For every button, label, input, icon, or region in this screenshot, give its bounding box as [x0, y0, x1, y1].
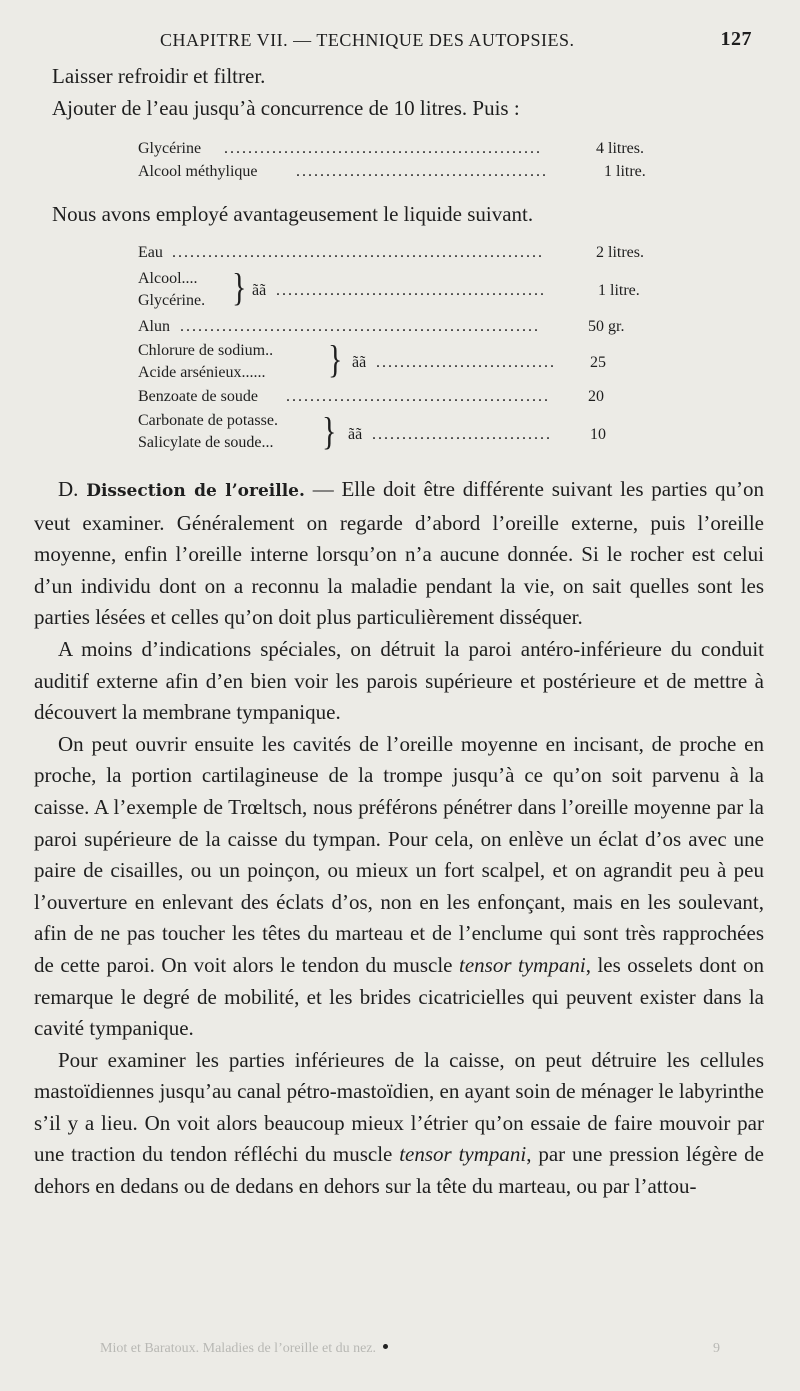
recipe-2: Eau .............................................................. 2 litres. Alcool.... Glycérine. } ãã ............................................. 1 litre. Alun ............................................................ 50 gr. Chlorure de sodium.. Acide arsénieux...... } ãã .............................. 25 Benzoate de soude ............................................ 20 Carbonate de potasse. Salicylate de soude... } ãã .............................. 10	[138, 244, 668, 454]
recipe-row: Alcool méthylique .......................................... 1 litre.	[138, 163, 646, 180]
recipe-row: Chlorure de sodium..	[138, 342, 274, 359]
brace: }	[322, 410, 337, 454]
recipe-row: Acide arsénieux......	[138, 364, 266, 381]
section-heading: Dissection de l’oreille.	[86, 481, 305, 501]
paragraph: A moins d’indications spéciales, on détruit la paroi antéro-inférieure du conduit auditif externe afin d’en bien voir les parois supérieure et postérieure et de mettre à découvert la membrane tympanique.	[34, 636, 764, 725]
recipe-row: Salicylate de soude...	[138, 434, 274, 451]
footer-signature: Miot et Baratoux. Maladies de l’oreille et du nez. 9	[100, 1341, 720, 1356]
recipe-row: Benzoate de soude ............................................ 20	[138, 388, 604, 405]
recipe-row: Carbonate de potasse.	[138, 412, 278, 429]
brace: }	[232, 266, 247, 310]
recipe-row: Glycérine ..................................................... 4 litres.	[138, 140, 644, 157]
paragraph: On peut ouvrir ensuite les cavités de l’oreille moyenne en incisant, de proche en proche, la portion cartilagineuse de la trompe jusqu’à ce qu’on soit parvenu à la caisse. A l’exemple de Trœltsch, nous préférons pénétrer dans l’oreille moyenne par la paroi supérieure de la caisse du tympan. Pour cela, on enlève un éclat d’os avec une paire de cisailles, ou un poinçon, ou mieux un fort scalpel, et on agrandit peu à peu l’ouverture en enlevant des éclats d’os, non en les enfonçant, mais en les soulevant, afin de ne pas toucher les têtes du marteau et de l’enclume qui sont très rapprochées de cette paroi. On voit alors le tendon du muscle tensor tympani, les osselets dont on remarque le degré de mobilité, et les brides cicatricielles qui peuvent exister dans la cavité tympanique.	[34, 731, 765, 1041]
paragraph-section-d: D. Dissection de l’oreille. — Elle doit être différente suivant les parties qu’on veut examiner. Généralement on regarde d’abord l’oreille externe, puis l’oreille moyenne, enfin l’oreille interne lorsqu’on n’a aucune donnée. Si le rocher est celui d’un individu dont on a reconnu la maladie pendant la vie, on sait quelles sont les parties lésées et celles qu’on doit plus particulièrement disséquer.	[34, 477, 765, 630]
page-number: 127	[720, 28, 752, 50]
body-text	[34, 474, 764, 1203]
recipe-row: Eau .............................................................. 2 litres.	[138, 244, 644, 261]
paragraph: Pour examiner les parties inférieures de la caisse, on peut détruire les cellules mastoïdiennes jusqu’au canal pétro-mastoïdien, en ayant soin de ménager le labyrinthe s’il y a lieu. On voit alors beaucoup mieux l’étrier qu’on essaie de faire mouvoir par une traction du tendon réfléchi du muscle tensor tympani, par une pression légère de dehors en dedans ou de dedans en dehors sur la tête du marteau, ou par l’attou-	[34, 1047, 765, 1199]
recipe-row: Glycérine.	[138, 292, 206, 309]
chapter-title: CHAPITRE VII. — TECHNIQUE DES AUTOPSIES.	[160, 30, 575, 50]
brace: }	[328, 338, 343, 382]
intro-line-1: Laisser refroidir et filtrer.	[52, 64, 266, 88]
intro-line-3: Nous avons employé avantageusement le liquide suivant.	[52, 202, 534, 226]
recipe-row: Alcool....	[138, 270, 198, 287]
recipe-1	[138, 140, 668, 186]
recipe-row: Alun ............................................................ 50 gr.	[138, 318, 625, 335]
intro-line-2: Ajouter de l’eau jusqu’à concurrence de 10 litres. Puis :	[52, 96, 520, 120]
